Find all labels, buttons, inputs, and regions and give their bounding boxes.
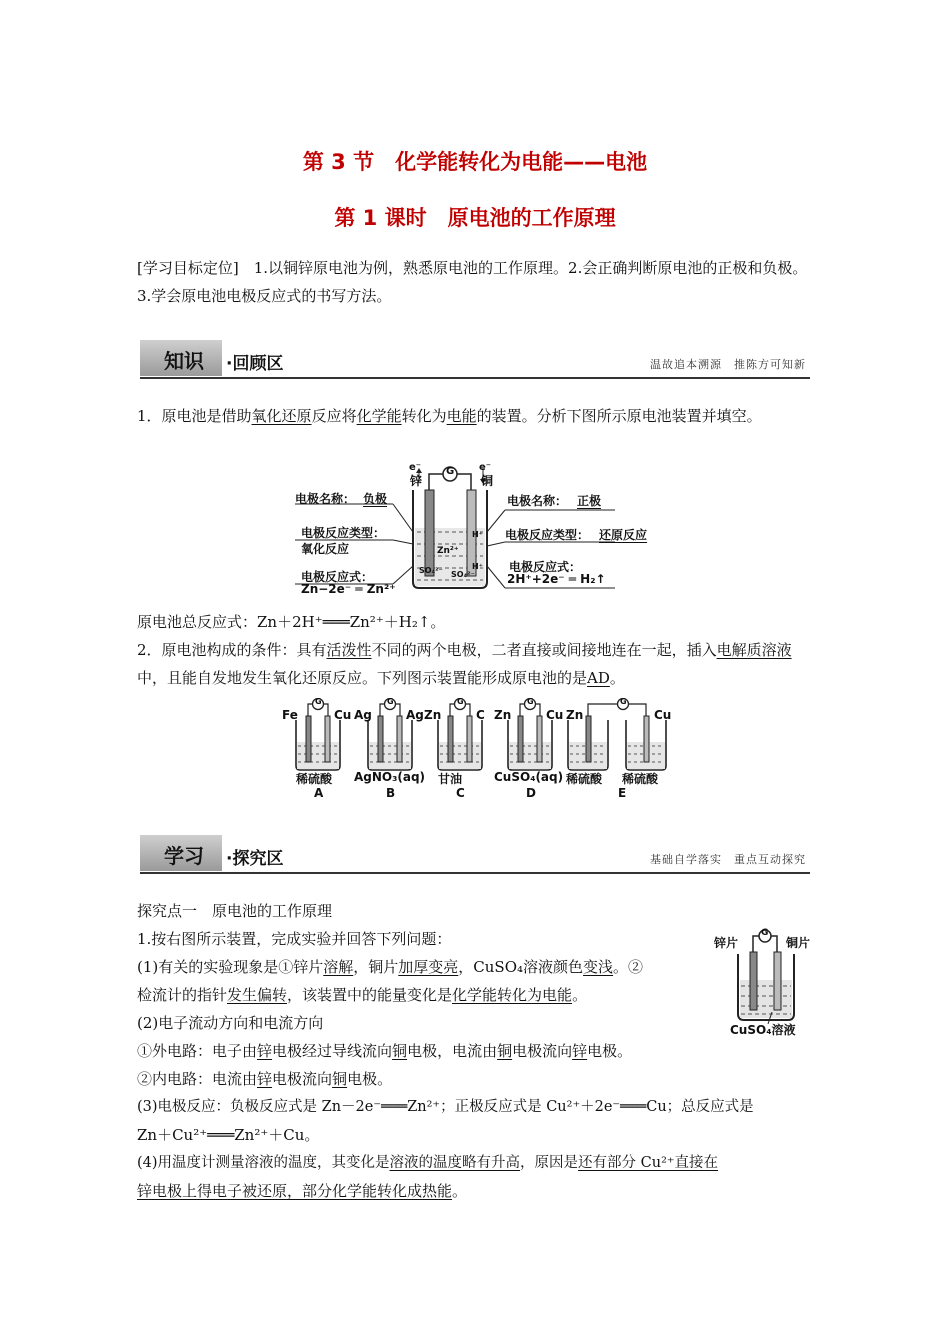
learning-objectives <box>137 254 817 310</box>
device-solution-label: 稀硫酸 <box>296 772 333 786</box>
galvanometer-label: G <box>315 697 322 706</box>
left-name-label: 电极名称： <box>295 492 356 506</box>
devices-figure <box>284 698 674 804</box>
left-type: 氧化反应 <box>301 542 350 556</box>
right-name-label: 电极名称： <box>507 494 568 508</box>
banner-small-text: ·回顾区 <box>226 354 284 374</box>
question-1 <box>137 402 817 430</box>
text: 电极。 <box>587 1042 633 1060</box>
text: 电极流向 <box>512 1042 573 1060</box>
electrode <box>378 716 383 762</box>
lesson-title: 第 1 课时 原电池的工作原理 <box>334 206 616 230</box>
text: 。 <box>452 1182 468 1200</box>
text: 电极，电流由 <box>407 1042 498 1060</box>
text: 。② <box>613 958 644 976</box>
h-ion-label-2: H⁺ <box>472 562 483 571</box>
electrode <box>644 716 649 762</box>
right-eq-label: 电极反应式： <box>509 560 582 574</box>
galvanometer-label: G <box>387 697 394 706</box>
answer: 锌电极上得电子被还原，部分化学能转化成热能 <box>137 1182 453 1200</box>
q2-text: 。 <box>609 669 625 687</box>
text: ，原因是 <box>520 1155 579 1171</box>
text: ，CuSO₄溶液颜色 <box>458 958 584 976</box>
answer: 加厚变亮 <box>398 958 459 976</box>
explore-line-2 <box>137 953 707 981</box>
q2-answer-2: 电解质溶液 <box>716 641 792 659</box>
explore-line-6 <box>137 1065 817 1093</box>
banner-big-text: 学习 <box>164 844 204 868</box>
electrode <box>537 716 542 762</box>
device-letter-label: A <box>314 786 324 800</box>
device-right-electrode-label: Cu <box>654 708 672 722</box>
q1-text: 反应将 <box>311 407 357 425</box>
q1-text: 1．原电池是借助 <box>137 407 252 425</box>
banner-motto: 基础自学落实 重点互动探究 <box>650 853 806 866</box>
right-type-label: 电极反应类型： <box>505 528 590 542</box>
answer: 铜 <box>392 1042 408 1060</box>
answer: 化学能转化为电能 <box>452 986 573 1004</box>
section-banner-review <box>140 340 810 380</box>
device-solution-label: 甘油 <box>438 772 463 786</box>
objectives-text: 1.以铜锌原电池为例，熟悉原电池的工作原理。2.会正确判断原电池的正极和负极。3.学会原电池电极反应式的书写方法。 <box>137 259 808 305</box>
q1-text: 转化为 <box>401 407 447 425</box>
q2-answer-1: 活泼性 <box>326 641 372 659</box>
galvanometer-label: G <box>620 697 627 706</box>
q2-text: 中，且能自发地发生氧化还原反应。下列图示装置能形成原电池的是 <box>137 669 588 687</box>
device-left-electrode-label: Zn <box>494 708 512 722</box>
chapter-title: 第 3 节 化学能转化为电能——电池 <box>302 150 648 174</box>
device-left-electrode-label: Ag <box>354 708 372 722</box>
device-letter-label: C <box>456 786 465 800</box>
device-left-electrode-label: Fe <box>282 708 298 722</box>
copper-label: 铜 <box>481 474 494 488</box>
q1-text: 的装置。分析下图所示原电池装置并填空。 <box>476 407 762 425</box>
device-solution-label: AgNO₃(aq) <box>354 770 426 784</box>
electrode <box>306 716 311 762</box>
q1-answer-2: 化学能 <box>356 407 402 425</box>
section-banner-explore <box>140 835 810 875</box>
text: 电极。 <box>347 1070 393 1088</box>
h-ion-label: H⁺ <box>472 530 483 539</box>
device-solution-label: 稀硫酸 <box>622 772 659 786</box>
device-right-electrode-label: Cu <box>546 708 564 722</box>
galvanometer-label: G <box>446 466 455 477</box>
answer: 发生偏转 <box>227 986 288 1004</box>
device-left-electrode-label: Zn <box>566 708 584 722</box>
explore-line-3 <box>137 981 707 1009</box>
wire <box>628 704 646 716</box>
device-letter-label: B <box>386 786 396 800</box>
explore-line-10 <box>137 1177 817 1205</box>
so4-label: SO₄²⁻ <box>419 566 443 575</box>
text: ①外电路：电子由 <box>137 1042 258 1060</box>
device-letter-label: E <box>618 786 627 800</box>
device-right-electrode-label: Cu <box>334 708 352 722</box>
text: 。 <box>572 986 588 1004</box>
left-type-label: 电极反应类型： <box>301 526 386 540</box>
electrode <box>448 716 453 762</box>
explore-line-7: (3)电极反应：负极反应式是 Zn－2e⁻═══Zn²⁺；正极反应式是 Cu²⁺＋2e⁻═══Cu；总反应式是 <box>137 1099 754 1115</box>
device-right-electrode-label: Ag <box>406 708 424 722</box>
text: 电极流向 <box>272 1070 333 1088</box>
e-right: e⁻ <box>479 462 492 473</box>
zinc-label: 锌 <box>410 474 423 488</box>
wire <box>588 704 618 716</box>
galvanic-cell-figure <box>295 462 648 602</box>
answer: 锌 <box>257 1070 273 1088</box>
explore-line-8: Zn＋Cu²⁺═══Zn²⁺＋Cu。 <box>137 1126 320 1144</box>
explore-line-1: 1.按右图所示装置，完成实验并回答下列问题： <box>137 930 452 948</box>
so4-label-2: SO₄²⁻ <box>451 570 475 579</box>
answer: 还有部分 Cu²⁺直接在 <box>578 1155 719 1171</box>
electrode <box>325 716 330 762</box>
left-name: 负极 <box>363 492 388 506</box>
device-solution-label: CuSO₄(aq) <box>494 770 564 784</box>
answer: 铜 <box>497 1042 513 1060</box>
text: ②内电路：电流由 <box>137 1070 258 1088</box>
answer: 锌 <box>257 1042 273 1060</box>
device-letter-label: D <box>526 786 536 800</box>
text: (4)用温度计测量溶液的温度，其变化是 <box>137 1155 390 1171</box>
device-solution-label: 稀硫酸 <box>566 772 603 786</box>
e-left: e⁻ <box>409 462 422 473</box>
text: ，该装置中的能量变化是 <box>287 986 453 1004</box>
electrode <box>518 716 523 762</box>
q2-answer-3: AD <box>587 669 610 687</box>
answer: 溶液的温度略有升高 <box>389 1155 521 1171</box>
galvanometer-label: G <box>457 697 464 706</box>
total-equation: 原电池总反应式：Zn＋2H⁺═══Zn²⁺＋H₂↑。 <box>137 613 446 631</box>
banner-small-text: ·探究区 <box>226 849 284 869</box>
explore-line-5 <box>137 1037 737 1065</box>
explore-line-9 <box>137 1149 817 1177</box>
cuso4-cell-figure <box>714 928 814 1040</box>
q2-text: 2．原电池构成的条件：具有 <box>137 641 327 659</box>
answer: 溶解 <box>323 958 354 976</box>
electrode <box>467 716 472 762</box>
cuso4-solution-label: CuSO₄溶液 <box>730 1023 796 1037</box>
objectives-tag: [学习目标定位] <box>137 259 239 277</box>
zn-ion-label: Zn²⁺ <box>437 546 459 556</box>
q2-text: 不同的两个电极，二者直接或间接地连在一起，插入 <box>371 641 717 659</box>
explore-heading: 探究点一 原电池的工作原理 <box>137 902 333 920</box>
text: ，铜片 <box>353 958 399 976</box>
answer: 铜 <box>332 1070 348 1088</box>
explore-line-4: (2)电子流动方向和电流方向 <box>137 1014 324 1032</box>
question-2 <box>137 636 817 692</box>
q1-answer-1: 氧化还原 <box>251 407 312 425</box>
galvanometer-label: G <box>761 928 769 938</box>
left-eq: Zn−2e⁻ ═ Zn²⁺ <box>301 582 396 596</box>
text: (1)有关的实验现象是①锌片 <box>137 958 324 976</box>
zinc-plate-label: 锌片 <box>714 936 739 950</box>
electrode <box>586 716 591 762</box>
q1-answer-3: 电能 <box>446 407 477 425</box>
left-eq-label: 电极反应式： <box>301 570 374 584</box>
device-left-electrode-label: Zn <box>424 708 442 722</box>
right-name: 正极 <box>577 494 602 508</box>
text: 电极经过导线流向 <box>272 1042 393 1060</box>
answer: 变浅 <box>583 958 614 976</box>
text: 检流计的指针 <box>137 986 228 1004</box>
copper-plate-label: 铜片 <box>786 936 811 950</box>
right-eq: 2H⁺+2e⁻ ═ H₂↑ <box>507 572 606 586</box>
electrode <box>397 716 402 762</box>
answer: 锌 <box>572 1042 588 1060</box>
galvanometer-label: G <box>527 697 534 706</box>
banner-big-text: 知识 <box>164 349 204 373</box>
right-type: 还原反应 <box>599 528 648 542</box>
banner-motto: 温故追本溯源 推陈方可知新 <box>650 358 806 371</box>
device-right-electrode-label: C <box>476 708 485 722</box>
